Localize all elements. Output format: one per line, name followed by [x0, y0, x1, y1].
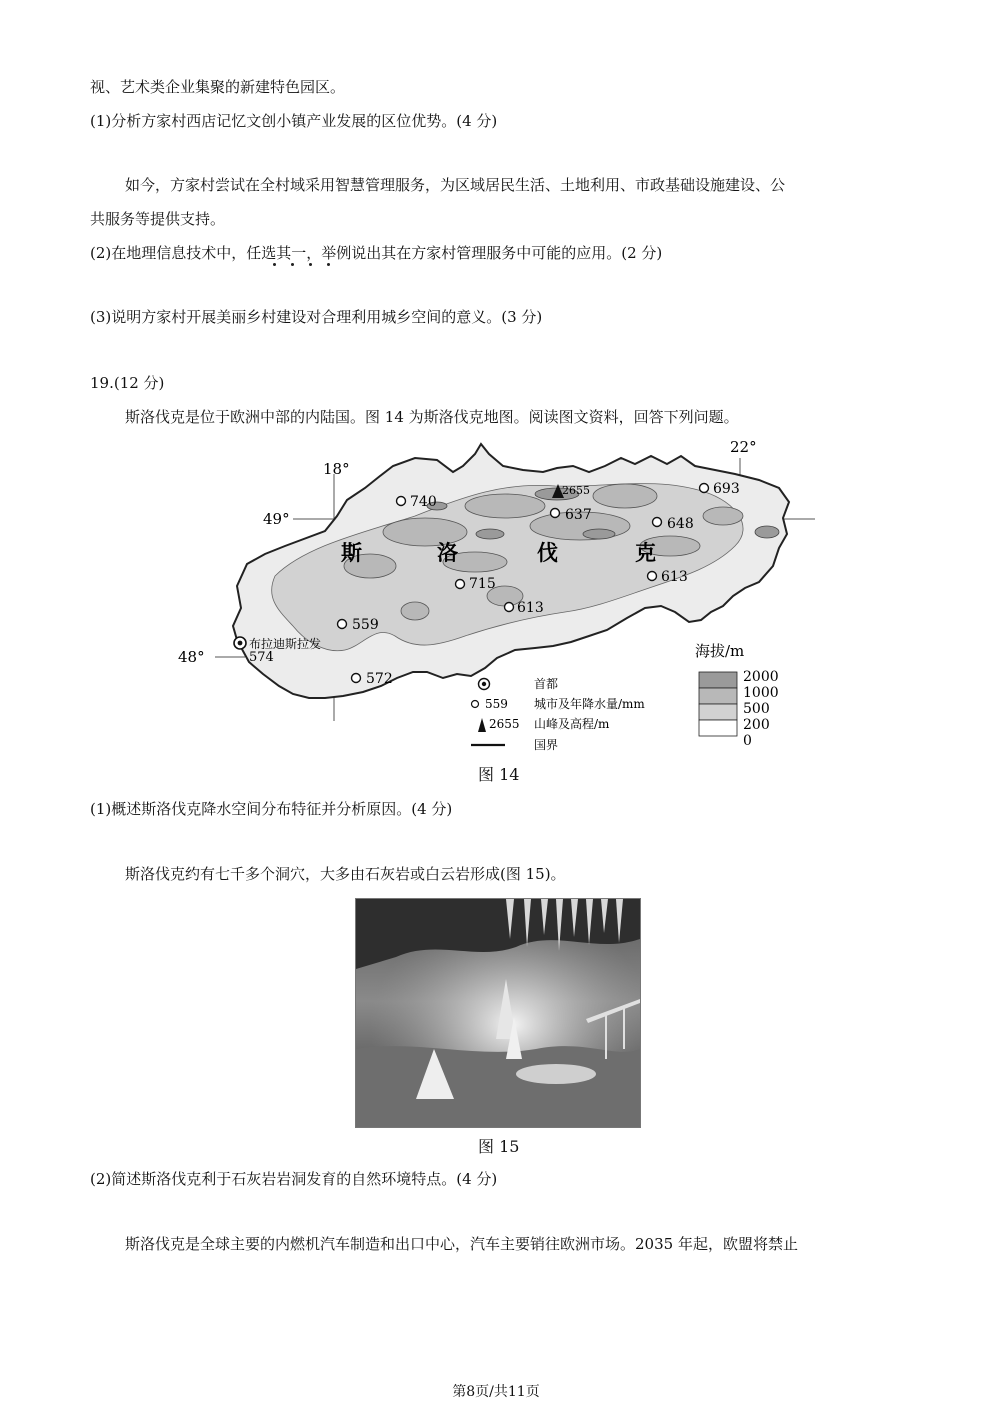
country-label-char-3: 伐 [537, 540, 558, 565]
city-dot [397, 497, 406, 506]
question-18-1: (1)分析方家村西店记忆文创小镇产业发展的区位优势。(4 分) [90, 112, 498, 130]
city-value: 613 [517, 600, 544, 616]
elevation-legend [695, 642, 779, 749]
peak-marker [552, 484, 590, 498]
elevation-swatch-500 [699, 704, 737, 720]
figure-15-caption: 图 15 [478, 1137, 520, 1156]
elevation-value-1000: 1000 [743, 685, 779, 701]
legend-peak-label: 山峰及高程/m [534, 717, 610, 731]
capital-value: 574 [249, 650, 274, 665]
city-dot [456, 580, 465, 589]
question-19-2: (2)简述斯洛伐克利于石灰岩岩洞发育的自然环境特点。(4 分) [90, 1170, 498, 1188]
city-dot [338, 620, 347, 629]
legend-border-label: 国界 [534, 738, 559, 752]
city-dot [648, 572, 657, 581]
lon-label-18: 18° [323, 460, 350, 478]
elevation-legend-title: 海拔/m [695, 642, 745, 660]
city-dot [653, 518, 662, 527]
country-label-char-1: 斯 [341, 540, 362, 565]
city-value: 648 [667, 516, 694, 532]
city-value: 613 [661, 569, 688, 585]
cave-photo [355, 898, 641, 1128]
elevation-swatch-1000 [699, 688, 737, 704]
elevation-value-2000: 2000 [743, 669, 779, 685]
lat-label-48: 48° [178, 648, 205, 666]
question-19-header: 19.(12 分) [90, 374, 165, 392]
legend-city-label: 城市及年降水量/mm [534, 697, 645, 711]
city-value: 740 [410, 494, 437, 510]
legend-city-icon [472, 701, 479, 708]
elevation-value-500: 500 [743, 701, 770, 717]
legend-city-sample: 559 [485, 697, 508, 711]
lon-label-22: 22° [730, 438, 757, 456]
question-18-2: (2)在地理信息技术中，任选其一，举例说出其在方家村管理服务中可能的应用。(2 分) [90, 244, 663, 262]
cave-photo-illustration [356, 899, 640, 1127]
question-19-1: (1)概述斯洛伐克降水空间分布特征并分析原因。(4 分) [90, 800, 453, 818]
legend-capital-label: 首都 [534, 677, 559, 691]
elevation-swatch-200 [699, 720, 737, 736]
cave-paragraph: 斯洛伐克约有七千多个洞穴，大多由石灰岩或白云岩形成(图 15)。 [125, 865, 566, 883]
city-dot [551, 509, 560, 518]
paragraph-line-3: 共服务等提供支持。 [90, 210, 226, 228]
paragraph-line-1: 视、艺术类企业集聚的新建特色园区。 [90, 78, 346, 96]
city-dot [700, 484, 709, 493]
emphasis-dots [270, 263, 340, 269]
question-18-3: (3)说明方家村开展美丽乡村建设对合理利用城乡空间的意义。(3 分) [90, 308, 543, 326]
legend-peak-icon [478, 718, 486, 732]
city-value: 637 [565, 507, 592, 523]
city-value: 559 [352, 617, 379, 633]
country-label-char-2: 洛 [437, 540, 458, 565]
slovakia-map [175, 436, 815, 756]
question-19-intro: 斯洛伐克是位于欧洲中部的内陆国。图 14 为斯洛伐克地图。阅读图文资料，回答下列问题。 [125, 408, 739, 426]
legend-peak-sample: 2655 [489, 717, 520, 731]
country-label-char-4: 克 [635, 540, 656, 565]
elevation-value-200: 200 [743, 717, 770, 733]
city-dot [352, 674, 361, 683]
city-value: 715 [469, 576, 496, 592]
city-value: 572 [366, 671, 393, 687]
peak-value: 2655 [562, 484, 590, 497]
paragraph-line-2: 如今，方家村尝试在全村域采用智慧管理服务，为区域居民生活、土地利用、市政基础设施建设、公 [125, 176, 786, 194]
lat-label-49: 49° [263, 510, 290, 528]
elevation-swatch-2000 [699, 672, 737, 688]
page-footer: 第8页/共11页 [452, 1384, 540, 1400]
figure-14-caption: 图 14 [478, 765, 520, 784]
elevation-value-0: 0 [743, 733, 752, 749]
symbol-legend [471, 676, 645, 752]
capital-name: 布拉迪斯拉发 [249, 637, 322, 651]
auto-paragraph: 斯洛伐克是全球主要的内燃机汽车制造和出口中心，汽车主要销往欧洲市场。2035 年起，欧盟将禁止 [125, 1235, 798, 1253]
city-value: 693 [713, 481, 740, 497]
city-dot [505, 603, 514, 612]
